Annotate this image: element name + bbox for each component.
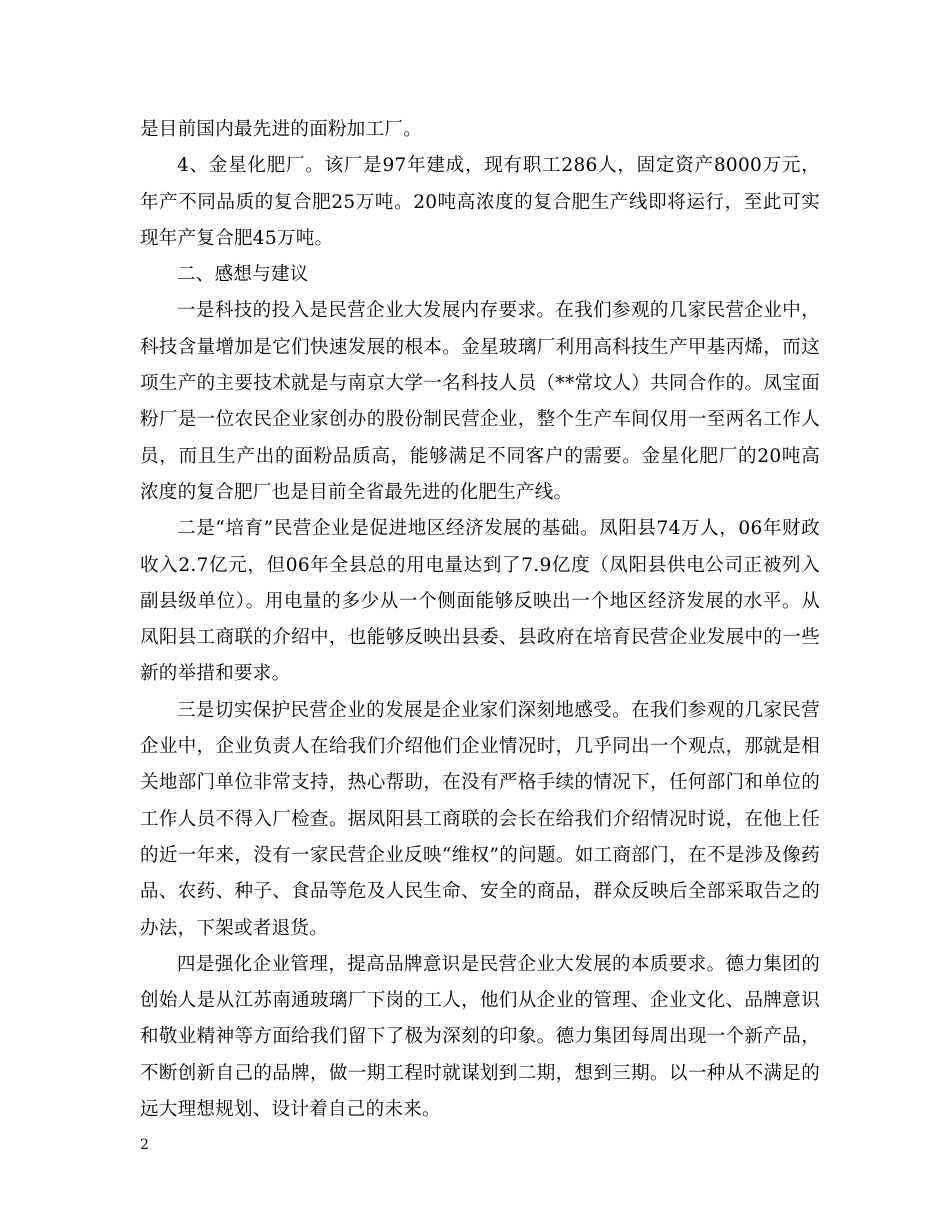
paragraph-jinxing-fertilizer: 4、金星化肥厂。该厂是97年建成，现有职工286人，固定资产8000万元，年产不同品质的复合肥25万吨。20吨高浓度的复合肥生产线即将运行，至此可实现年产复合肥45万吨。 [140, 155, 820, 249]
page-number: 2 [140, 1137, 149, 1153]
paragraph-tech-investment: 一是科技的投入是民营企业大发展内存要求。在我们参观的几家民营企业中，科技含量增加是它们快速发展的根本。金星玻璃厂利用高科技生产甲基丙烯，而这项生产的主要技术就是与南京大学一名科技人员（**常坟人）共同合作的。凤宝面粉厂是一位农民企业家创办的股份制民营企业，整个生产车间仅用一至两名工作人员，而且生产出的面粉品质高，能够满足不同客户的需要。金星化肥厂的20吨高浓度的复合肥厂也是目前全省最先进的化肥生产线。 [140, 300, 820, 503]
document-body [140, 112, 820, 1128]
paragraph-cultivation: 二是“培育”民营企业是促进地区经济发展的基础。凤阳县74万人，06年财政收入2.7亿元，但06年全县总的用电量达到了7.9亿度（凤阳县供电公司正被列入副县级单位）。用电量的多少从一个侧面能够反映出一个地区经济发展的水平。从凤阳县工商联的介绍中，也能够反映出县委、县政府在培育民营企业发展中的一些新的举措和要求。 [140, 518, 820, 685]
section-heading-thoughts: 二、感想与建议 [177, 264, 309, 286]
paragraph-protection: 三是切实保护民营企业的发展是企业家们深刻地感受。在我们参观的几家民营企业中，企业负责人在给我们介绍他们企业情况时，几乎同出一个观点，那就是相关地部门单位非常支持，热心帮助，在没有严格手续的情况下，任何部门和单位的工作人员不得入厂检查。据凤阳县工商联的会长在给我们介绍情况时说，在他上任的近一年来，没有一家民营企业反映“维权”的问题。如工商部门，在不是涉及像药品、农药、种子、食品等危及人民生命、安全的商品，群众反映后全部采取告之的办法，下架或者退货。 [140, 699, 820, 939]
paragraph-continuation: 是目前国内最先进的面粉加工厂。 [140, 119, 423, 140]
paragraph-brand-management: 四是强化企业管理，提高品牌意识是民营企业大发展的本质要求。德力集团的创始人是从江苏南通玻璃厂下岗的工人，他们从企业的管理、企业文化、品牌意识和敬业精神等方面给我们留下了极为深刻的印象。德力集团每周出现一个新产品，不断创新自己的品牌，做一期工程时就谋划到二期，想到三期。以一种从不满足的远大理想规划、设计着自己的未来。 [140, 953, 820, 1121]
